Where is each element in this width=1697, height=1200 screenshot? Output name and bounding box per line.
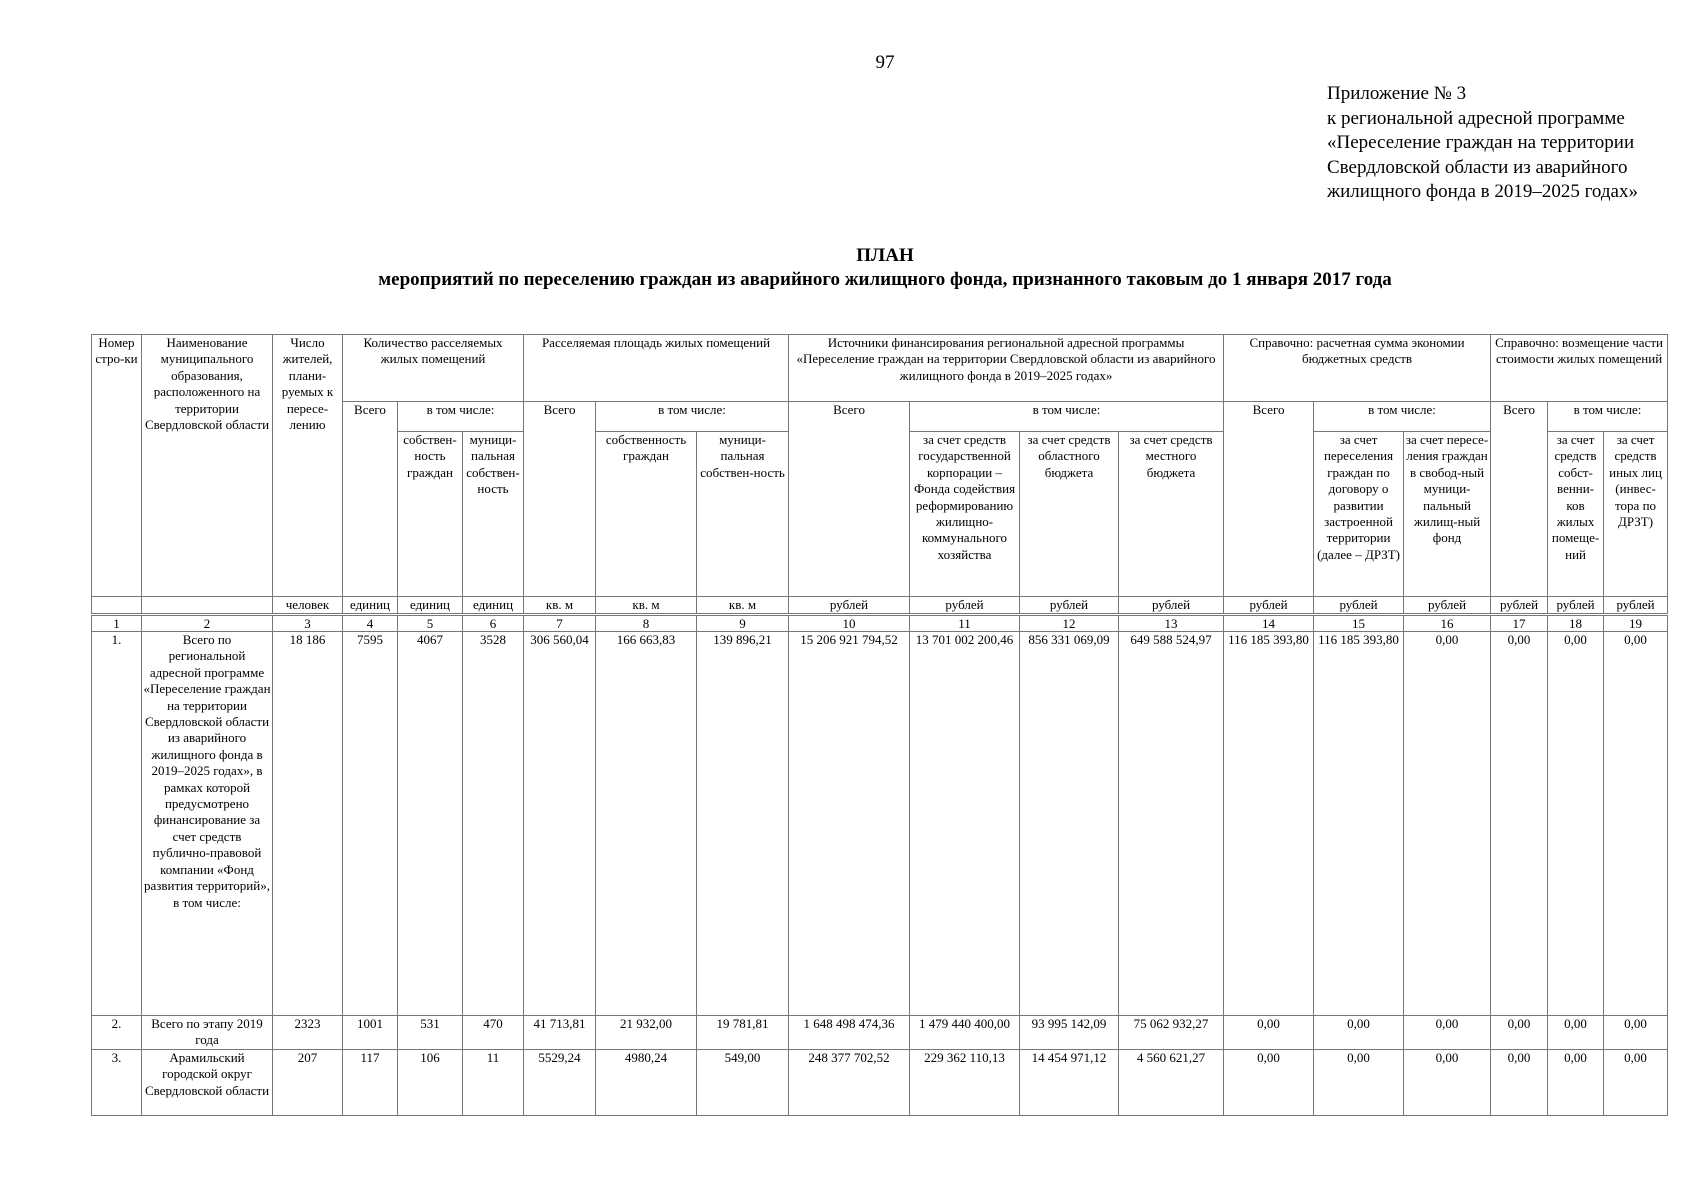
table-row xyxy=(92,1049,1668,1115)
header-rooms-total: Всего xyxy=(343,402,398,597)
column-number: 9 xyxy=(697,615,789,632)
table-cell: 5529,24 xyxy=(524,1049,596,1115)
table-cell: 306 560,04 xyxy=(524,632,596,1016)
table-cell: 13 701 002 200,46 xyxy=(910,632,1020,1016)
table-cell: 117 xyxy=(343,1049,398,1115)
header-fin-local: за счет средств местного бюджета xyxy=(1119,432,1224,597)
units-cell: рублей xyxy=(1314,597,1404,615)
appendix-line: к региональной адресной программе xyxy=(1327,107,1625,129)
appendix-line: «Переселение граждан на территории xyxy=(1327,132,1635,153)
units-cell: рублей xyxy=(1224,597,1314,615)
table-cell: 0,00 xyxy=(1491,632,1548,1016)
plan-table xyxy=(91,334,1668,1116)
table-row xyxy=(92,632,1668,1016)
table-cell: 106 xyxy=(398,1049,463,1115)
units-cell: рублей xyxy=(1548,597,1604,615)
table-cell: 207 xyxy=(273,1049,343,1115)
header-rooms-private: собствен-ность граждан xyxy=(398,432,463,597)
table-cell: 0,00 xyxy=(1548,1016,1604,1050)
header-econ-municipal: за счет пересе-ления граждан в свобод-ный муници-пальный жилищ-ный фонд xyxy=(1404,432,1491,597)
header-municipality: Наименование муниципального образования, расположенного на территории Свердловской области xyxy=(142,335,273,597)
table-cell: 0,00 xyxy=(1404,632,1491,1016)
table-cell: 41 713,81 xyxy=(524,1016,596,1050)
row-number: 3. xyxy=(92,1049,142,1115)
column-number: 17 xyxy=(1491,615,1548,632)
header-row-number: Номер стро-ки xyxy=(92,335,142,597)
table-cell: 18 186 xyxy=(273,632,343,1016)
table-cell: 139 896,21 xyxy=(697,632,789,1016)
units-cell: рублей xyxy=(789,597,910,615)
header-econ-incl: в том числе: xyxy=(1314,402,1491,432)
units-cell: единиц xyxy=(398,597,463,615)
table-cell: 0,00 xyxy=(1548,1049,1604,1115)
header-rooms-incl: в том числе: xyxy=(398,402,524,432)
table-cell: 0,00 xyxy=(1224,1049,1314,1115)
header-fin-fund: за счет средств государственной корпорации – Фонда содействия реформированию жилищно-коммунального хозяйства xyxy=(910,432,1020,597)
header-area-municipal: муници-пальная собствен-ность xyxy=(697,432,789,597)
page-number: 97 xyxy=(875,52,895,73)
table-cell: 0,00 xyxy=(1604,1016,1668,1050)
units-cell xyxy=(142,597,273,615)
table-cell: 93 995 142,09 xyxy=(1020,1016,1119,1050)
header-fin-regional: за счет средств областного бюджета xyxy=(1020,432,1119,597)
table-cell: 2323 xyxy=(273,1016,343,1050)
document-title xyxy=(0,244,1697,292)
table-cell: 0,00 xyxy=(1548,632,1604,1016)
units-cell: рублей xyxy=(1404,597,1491,615)
table-cell: 116 185 393,80 xyxy=(1224,632,1314,1016)
column-number: 5 xyxy=(398,615,463,632)
table-cell: 0,00 xyxy=(1404,1016,1491,1050)
column-number: 16 xyxy=(1404,615,1491,632)
title-line-2: мероприятий по переселению граждан из аварийного жилищного фонда, признанного таковым до 1 января 2017 года xyxy=(378,269,1392,290)
column-number: 3 xyxy=(273,615,343,632)
table-cell: 0,00 xyxy=(1314,1016,1404,1050)
units-cell: рублей xyxy=(910,597,1020,615)
column-number: 8 xyxy=(596,615,697,632)
table-cell: 0,00 xyxy=(1314,1049,1404,1115)
column-number: 2 xyxy=(142,615,273,632)
table-cell: 229 362 110,13 xyxy=(910,1049,1020,1115)
table-cell: 1 648 498 474,36 xyxy=(789,1016,910,1050)
municipality-name: Всего по региональной адресной программе «Переселение граждан на территории Свердловской области из аварийного жилищного фонда в 2019–2025 годах», в рамках которой предусмотрено финансирование за счет средств публично-правовой компании «Фонд развития территорий», в том числе: xyxy=(142,632,273,1016)
table-cell: 0,00 xyxy=(1491,1016,1548,1050)
column-number: 15 xyxy=(1314,615,1404,632)
table-cell: 248 377 702,52 xyxy=(789,1049,910,1115)
header-fin-total: Всего xyxy=(789,402,910,597)
appendix-line: жилищного фонда в 2019–2025 годах» xyxy=(1327,181,1638,202)
table-cell: 4980,24 xyxy=(596,1049,697,1115)
table-cell: 1 479 440 400,00 xyxy=(910,1016,1020,1050)
column-number: 6 xyxy=(463,615,524,632)
table-cell: 19 781,81 xyxy=(697,1016,789,1050)
header-area-total: Всего xyxy=(524,402,596,597)
municipality-name: Всего по этапу 2019 года xyxy=(142,1016,273,1050)
table-cell: 7595 xyxy=(343,632,398,1016)
table-cell: 1001 xyxy=(343,1016,398,1050)
table-cell: 0,00 xyxy=(1404,1049,1491,1115)
table-cell: 0,00 xyxy=(1604,632,1668,1016)
units-cell: рублей xyxy=(1119,597,1224,615)
header-rooms-municipal: муници-пальная собствен-ность xyxy=(463,432,524,597)
header-comp-incl: в том числе: xyxy=(1548,402,1668,432)
table-cell: 11 xyxy=(463,1049,524,1115)
municipality-name: Арамильский городской округ Свердловской области xyxy=(142,1049,273,1115)
units-cell: рублей xyxy=(1020,597,1119,615)
header-comp-owners: за счет средств собст-венни-ков жилых помеще-ний xyxy=(1548,432,1604,597)
column-number: 14 xyxy=(1224,615,1314,632)
appendix-note xyxy=(1327,82,1638,205)
table-cell: 0,00 xyxy=(1491,1049,1548,1115)
units-cell: кв. м xyxy=(524,597,596,615)
header-group-economy: Справочно: расчетная сумма экономии бюджетных средств xyxy=(1224,335,1491,402)
column-number: 13 xyxy=(1119,615,1224,632)
table-cell: 166 663,83 xyxy=(596,632,697,1016)
header-fin-incl: в том числе: xyxy=(910,402,1224,432)
header-econ-drzt: за счет переселения граждан по договору о развитии застроенной территории (далее – ДРЗТ) xyxy=(1314,432,1404,597)
units-cell xyxy=(92,597,142,615)
table-cell: 531 xyxy=(398,1016,463,1050)
units-cell: человек xyxy=(273,597,343,615)
header-comp-total: Всего xyxy=(1491,402,1548,597)
units-cell: единиц xyxy=(343,597,398,615)
table-cell: 116 185 393,80 xyxy=(1314,632,1404,1016)
header-area-private: собственность граждан xyxy=(596,432,697,597)
title-line-1: ПЛАН xyxy=(856,245,914,266)
column-number: 4 xyxy=(343,615,398,632)
appendix-line: Свердловской области из аварийного xyxy=(1327,156,1628,178)
column-number: 11 xyxy=(910,615,1020,632)
table-cell: 4067 xyxy=(398,632,463,1016)
appendix-line: Приложение № 3 xyxy=(1327,83,1467,104)
units-cell: рублей xyxy=(1604,597,1668,615)
units-cell: рублей xyxy=(1491,597,1548,615)
header-group-compensation: Справочно: возмещение части стоимости жилых помещений xyxy=(1491,335,1668,402)
units-cell: кв. м xyxy=(596,597,697,615)
header-area-incl: в том числе: xyxy=(596,402,789,432)
column-number: 7 xyxy=(524,615,596,632)
column-number: 10 xyxy=(789,615,910,632)
table-cell: 0,00 xyxy=(1604,1049,1668,1115)
units-cell: единиц xyxy=(463,597,524,615)
header-group-financing: Источники финансирования региональной адресной программы «Переселение граждан на территории Свердловской области из аварийного жилищного фонда в 2019–2025 годах» xyxy=(789,335,1224,402)
table-cell: 15 206 921 794,52 xyxy=(789,632,910,1016)
table-row xyxy=(92,1016,1668,1050)
table-cell: 649 588 524,97 xyxy=(1119,632,1224,1016)
table-cell: 21 932,00 xyxy=(596,1016,697,1050)
table-cell: 0,00 xyxy=(1224,1016,1314,1050)
column-number: 1 xyxy=(92,615,142,632)
row-number: 1. xyxy=(92,632,142,1016)
header-group-area: Расселяемая площадь жилых помещений xyxy=(524,335,789,402)
table-cell: 4 560 621,27 xyxy=(1119,1049,1224,1115)
table-cell: 3528 xyxy=(463,632,524,1016)
header-comp-investor: за счет средств иных лиц (инвес-тора по ДРЗТ) xyxy=(1604,432,1668,597)
table-cell: 470 xyxy=(463,1016,524,1050)
row-number: 2. xyxy=(92,1016,142,1050)
header-econ-total: Всего xyxy=(1224,402,1314,597)
header-residents: Число жителей, плани-руемых к пересе-лению xyxy=(273,335,343,597)
table-cell: 549,00 xyxy=(697,1049,789,1115)
header-group-rooms: Количество расселяемых жилых помещений xyxy=(343,335,524,402)
column-number: 18 xyxy=(1548,615,1604,632)
table-cell: 14 454 971,12 xyxy=(1020,1049,1119,1115)
table-cell: 75 062 932,27 xyxy=(1119,1016,1224,1050)
column-number: 19 xyxy=(1604,615,1668,632)
units-cell: кв. м xyxy=(697,597,789,615)
table-cell: 856 331 069,09 xyxy=(1020,632,1119,1016)
column-number: 12 xyxy=(1020,615,1119,632)
